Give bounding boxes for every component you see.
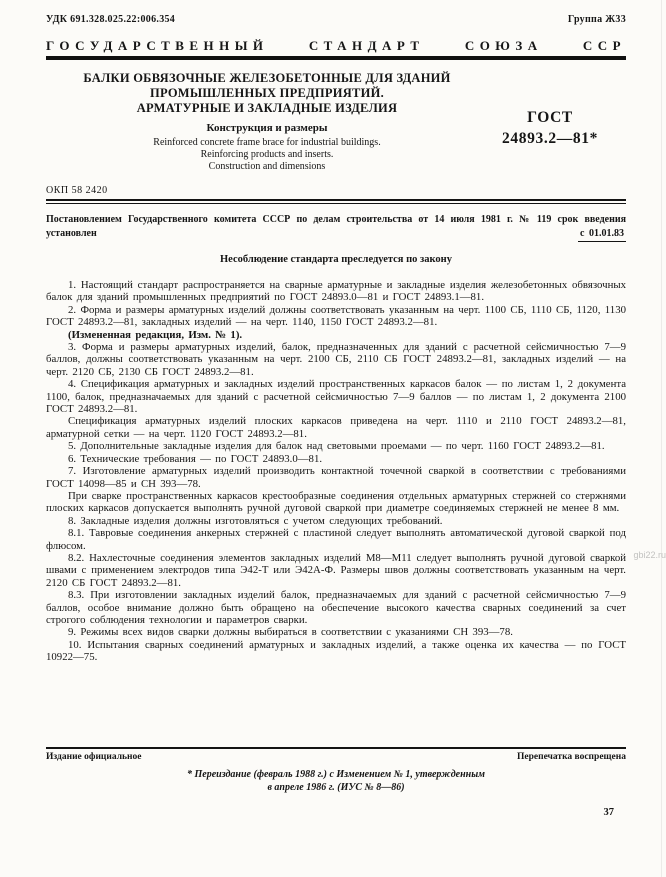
decree-text: Постановлением Государственного комитета СССР по делам строительства от 14 июля 1981 г. № 119 срок введения установлен (46, 214, 626, 239)
paragraph: 3. Форма и размеры арматурных изделий, балок, предназначенных для зданий с расчетной сейсмичностью 7—9 баллов, должны соответствовать указанным на черт. 2100 СБ, 2110 СБ ГОСТ 24893.2—81, закладных изделий — на черт. 2120 СБ, 2130 СБ ГОСТ 24893.2—81. (46, 341, 626, 378)
paragraph: 5. Дополнительные закладные изделия для балок над световыми проемами — по черт. 1160 ГОСТ 24893.2—81. (68, 440, 605, 453)
title-english (60, 137, 474, 173)
paragraph: 7. Изготовление арматурных изделий производить контактной точечной сваркой в соответствии с требованиями ГОСТ 14098—85 и СН 393—78. (46, 465, 626, 490)
paragraph: 8.3. При изготовлении закладных изделий балок, предназначаемых для зданий с расчетной сейсмичностью 7—9 баллов, особое внимание должно быть обращено на обеспечение высокого качества сварных соединений за счет строгого соблюдения технологии и параметров сварки. (46, 589, 626, 626)
okp-code: ОКП 58 2420 (46, 185, 108, 196)
masthead (46, 38, 626, 54)
title-line-3: АРМАТУРНЫЕ И ЗАКЛАДНЫЕ ИЗДЕЛИЯ (136, 101, 398, 115)
scan-edge-line (661, 0, 662, 877)
paragraph: 10. Испытания сварных соединений арматурных и закладных изделий, а также оценка их качества — по ГОСТ 10922—75. (46, 638, 626, 664)
paragraph: (Измененная редакция, Изм. № 1). (68, 328, 243, 341)
paragraph: 8.1. Тавровые соединения анкерных стержней с пластиной следует выполнять автоматической дуговой сваркой под флюсом. (46, 527, 626, 552)
reprint-prohibited-label: Перепечатка воспрещена (516, 752, 626, 762)
udc-number: УДК 691.328.025.22:006.354 (46, 14, 176, 25)
meta-row (46, 14, 626, 25)
separator-rule (46, 199, 626, 204)
masthead-rule (46, 56, 626, 60)
title-en-line-2: Reinforcing products and inserts. (200, 149, 334, 160)
paragraph: При сварке пространственных каркасов крестообразные соединения отдельных арматурных стержней со стержнями плоских каркасов допускается выполнять ручной дуговой сваркой при диаметре соединяемых стержней не менее 8 мм. (46, 489, 626, 515)
masthead-word: СТАНДАРТ (308, 38, 425, 53)
paragraph: 6. Технические требования — по ГОСТ 24893.0—81. (68, 452, 323, 465)
title-line-1: БАЛКИ ОБВЯЗОЧНЫЕ ЖЕЛЕЗОБЕТОННЫЕ ДЛЯ ЗДАНИЙ (83, 71, 451, 85)
paragraph: 9. Режимы всех видов сварки должны выбираться в соответствии с указаниями СН 393—78. (68, 626, 513, 639)
page-footer (46, 747, 626, 818)
decree-block (46, 213, 626, 240)
page-number: 37 (603, 807, 614, 818)
paragraph: 8. Закладные изделия должны изготовляться с учетом следующих требований. (68, 514, 443, 527)
masthead-word: ГОСУДАРСТВЕННЫЙ (46, 38, 269, 53)
title-en-line-1: Reinforced concrete frame brace for industrial buildings. (153, 137, 381, 148)
paragraph: 8.2. Нахлесточные соединения элементов закладных изделий М8—М11 следует выполнять ручной дуговой сваркой швами с применением электродов типа Э42-Т или Э42А-Ф. Размеры швов должны соответствовать указанным на черт. 2120 СБ ГОСТ 24893.2—81. (46, 551, 626, 589)
official-edition-label: Издание официальное (46, 752, 142, 762)
law-notice: Несоблюдение стандарта преследуется по закону (220, 254, 452, 265)
reissue-footnote-line-1: * Переиздание (февраль 1988 г.) с Изменением № 1, утвержденным (186, 769, 485, 780)
reissue-footnote (46, 769, 626, 794)
gost-label: ГОСТ (527, 109, 573, 126)
document-title (46, 71, 474, 173)
watermark: gbi22.ru (633, 550, 666, 560)
paragraph: 4. Спецификация арматурных и закладных изделий пространственных каркасов балок — по листам 1, 2 документа 1100, балок, предназначаемых для зданий с расчетной сейсмичностью 7—9 баллов — по листам 1, 2 документа 2100 ГОСТ 24893.2—81. (46, 378, 626, 416)
title-line-2: ПРОМЫШЛЕННЫХ ПРЕДПРИЯТИЙ. (150, 86, 384, 100)
effective-date: с 01.01.83 (578, 227, 626, 243)
gost-designation (474, 71, 626, 173)
footer-labels (46, 752, 626, 762)
title-area (46, 71, 626, 173)
title-en-line-3: Construction and dimensions (208, 161, 326, 172)
group-label: Группа Ж33 (567, 14, 626, 25)
masthead-word: ССР (582, 38, 626, 53)
footer-rule (46, 747, 626, 749)
paragraph: Спецификация арматурных изделий плоских каркасов приведена на черт. 1110 и 2110 ГОСТ 24893.2—81, арматурной сетки — на черт. 1120 ГОСТ 24893.2—81. (46, 415, 626, 440)
document-body (46, 279, 626, 664)
masthead-word: СОЮЗА (464, 38, 543, 53)
title-subtitle: Конструкция и размеры (206, 122, 328, 134)
gost-number: 24893.2—81* (502, 130, 598, 147)
paragraph: 2. Форма и размеры арматурных изделий должны соответствовать указанным на черт. 1100 СБ, 1110 СБ, 1120, 1130 ГОСТ 24893.2—81, закладных изделий — на черт. 1140, 1150 ГОСТ 24893.2—81. (46, 303, 626, 329)
reissue-footnote-line-2: в апреле 1986 г. (ИУС № 8—86) (267, 781, 405, 793)
paragraph: 1. Настоящий стандарт распространяется на сварные арматурные и закладные изделия железобетонных обвязочных балок для зданий промышленных предприятий по ГОСТ 24893.0—81 и ГОСТ 24893.1—81. (46, 279, 626, 304)
